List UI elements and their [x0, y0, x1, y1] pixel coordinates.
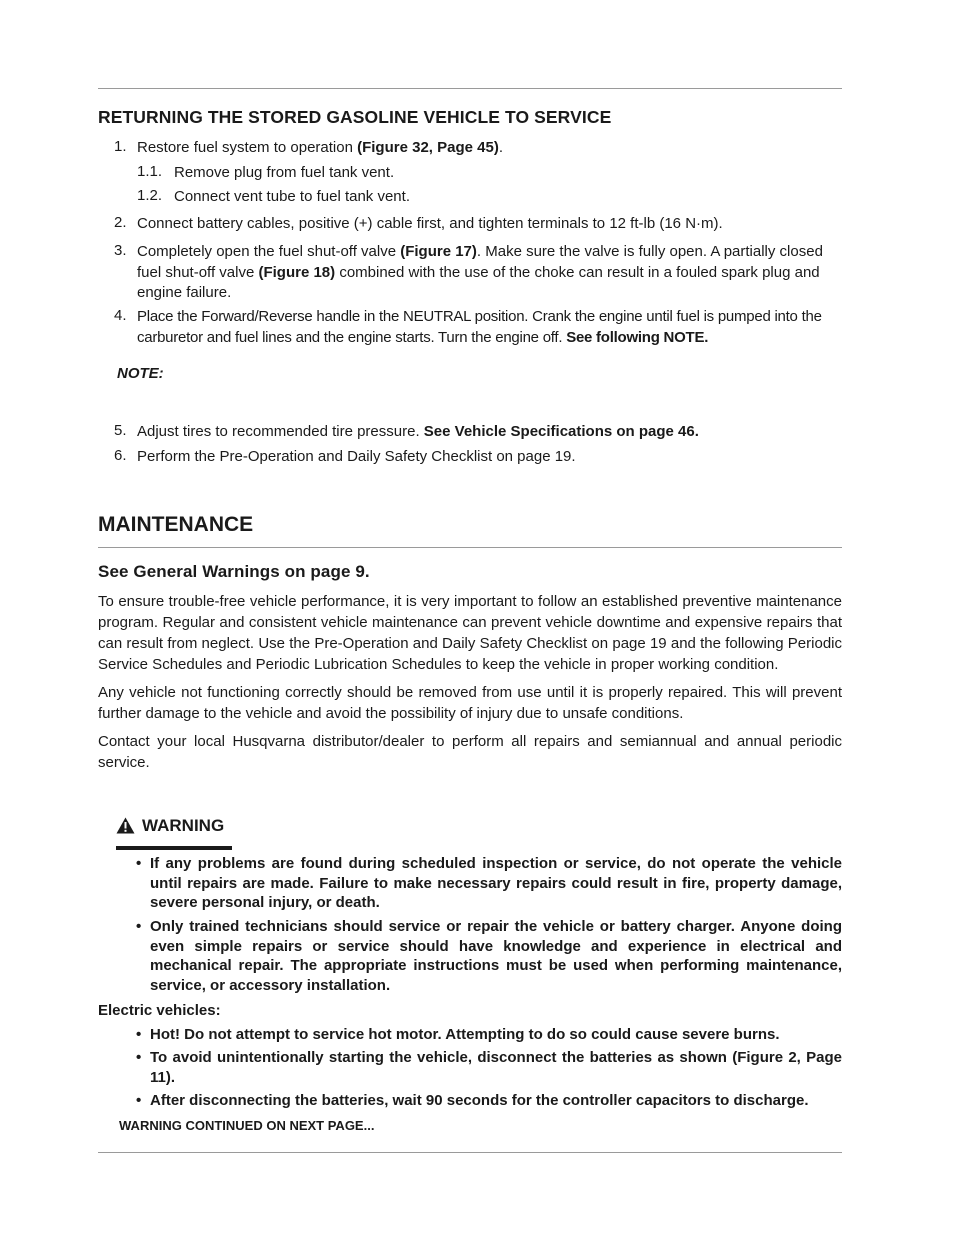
warning-header	[116, 816, 232, 850]
electric-vehicles-label: Electric vehicles:	[98, 1002, 221, 1019]
warning-bullet: Only trained technicians should service or repair the vehicle or battery charger. Anyone doing even simple repairs or service should have knowledge and experience in electrical and mechanical repair. The appropriate instructions must be used when performing maintenance, service, or accessory installation.	[150, 918, 842, 994]
paragraph: Any vehicle not functioning correctly should be removed from use until it is properly repaired. This will prevent further damage to the vehicle and avoid the possibility of injury due to unsafe conditions.	[98, 684, 842, 722]
bottom-rule	[98, 1152, 842, 1153]
maintenance-body	[98, 591, 842, 780]
note-label: NOTE:	[117, 365, 164, 382]
step-number: 5.	[114, 422, 127, 439]
electric-bullet: To avoid unintentionally starting the vehicle, disconnect the batteries as shown (Figure 2, Page 11).	[150, 1049, 842, 1086]
step-number: 6.	[114, 447, 127, 464]
warning-label: WARNING	[142, 816, 225, 835]
step-text: Place the Forward/Reverse handle in the NEUTRAL position. Crank the engine until fuel is pumped into the carburetor and fuel lines and the engine starts. Turn the engine off. See following NOTE.	[137, 308, 822, 346]
maintenance-rule	[98, 547, 842, 548]
bullet-dot: •	[136, 1049, 142, 1066]
electric-bullet: Hot! Do not attempt to service hot motor. Attempting to do so could cause severe burns.	[150, 1026, 780, 1043]
step-number: 1.2.	[137, 187, 163, 204]
step-text: Remove plug from fuel tank vent.	[174, 164, 395, 181]
paragraph: Contact your local Husqvarna distributor/dealer to perform all repairs and semiannual and annual periodic service.	[98, 733, 842, 771]
electric-bullet: After disconnecting the batteries, wait 90 seconds for the controller capacitors to discharge.	[150, 1092, 809, 1109]
bullet-dot: •	[136, 918, 142, 935]
warning-triangle-icon	[116, 817, 135, 834]
step-text: Perform the Pre-Operation and Daily Safety Checklist on page 19.	[137, 448, 576, 465]
paragraph: To ensure trouble-free vehicle performance, it is very important to follow an established preventive maintenance program. Regular and consistent vehicle maintenance can prevent vehicle downtime and expensive repairs that can result from neglect. Use the Pre-Operation and Daily Safety Checklist on page 19 and the following Periodic Service Schedules and Periodic Lubrication Schedules to keep the vehicle in proper working condition.	[98, 593, 842, 673]
step-text: Completely open the fuel shut-off valve (Figure 17). Make sure the valve is fully open. A partially closed fuel shut-off valve (Figure 18) combined with the use of the choke can result in a fouled spark plug and engine failure.	[137, 243, 823, 301]
step-text: Adjust tires to recommended tire pressure. See Vehicle Specifications on page 46.	[137, 423, 699, 440]
step-number: 2.	[114, 214, 127, 231]
step-number: 1.	[114, 138, 127, 155]
top-rule	[98, 88, 842, 89]
step-number: 4.	[114, 307, 127, 324]
maintenance-subtitle: See General Warnings on page 9.	[98, 562, 370, 581]
bullet-dot: •	[136, 855, 142, 872]
step-text: Connect vent tube to fuel tank vent.	[174, 188, 410, 205]
step-text: Restore fuel system to operation (Figure 32, Page 45).	[137, 139, 503, 156]
warning-continued: WARNING CONTINUED ON NEXT PAGE...	[119, 1118, 375, 1133]
step-number: 3.	[114, 242, 127, 259]
step-text: Connect battery cables, positive (+) cable first, and tighten terminals to 12 ft-lb (16 N·m).	[137, 215, 723, 232]
section-title: RETURNING THE STORED GASOLINE VEHICLE TO SERVICE	[98, 107, 612, 127]
step-number: 1.1.	[137, 163, 163, 180]
maintenance-title: MAINTENANCE	[98, 513, 254, 536]
bullet-dot: •	[136, 1092, 142, 1109]
bullet-dot: •	[136, 1026, 142, 1043]
warning-bullet: If any problems are found during scheduled inspection or service, do not operate the vehicle until repairs are made. Failure to make necessary repairs could result in fire, property damage, severe personal injury, or death.	[150, 855, 842, 911]
